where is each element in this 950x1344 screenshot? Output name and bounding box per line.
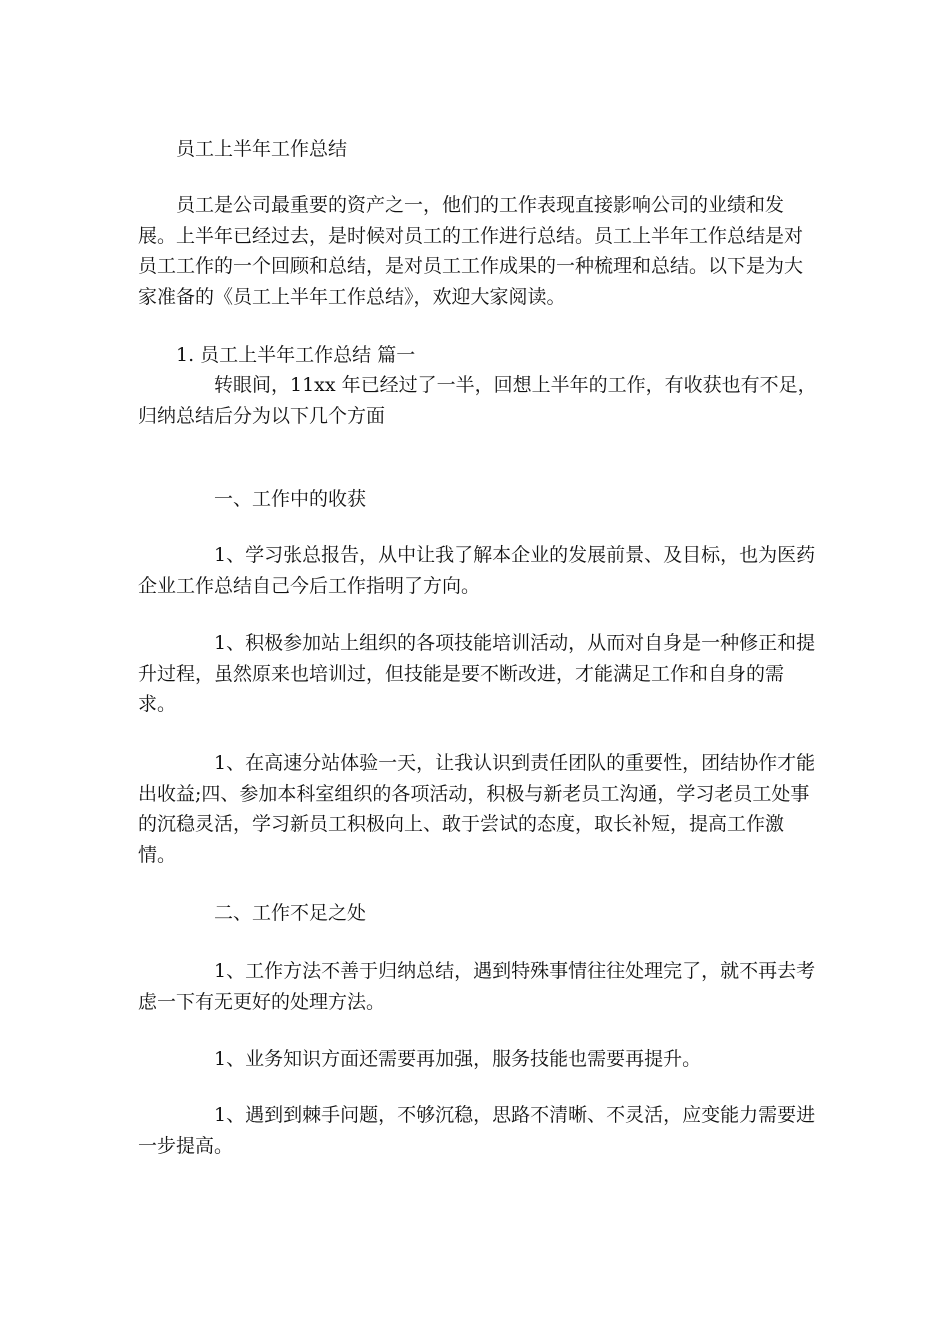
paragraph-2: 1、学习张总报告，从中让我了解本企业的发展前景、及目标，也为医药企业工作总结自己今后工作指明了方向。: [138, 544, 816, 597]
document-title: 员工上半年工作总结: [176, 138, 348, 160]
paragraph-6: 1、业务知识方面还需要再加强，服务技能也需要再提升。: [214, 1048, 702, 1070]
paragraph-5: 1、工作方法不善于归纳总结，遇到特殊事情往往处理完了，就不再去考虑一下有无更好的处理方法。: [138, 960, 816, 1013]
paragraph-4: 1、在高速分站体验一天，让我认识到责任团队的重要性，团结协作才能出收益;四、参加本科室组织的各项活动，积极与新老员工沟通，学习老员工处事的沉稳灵活，学习新员工积极向上、敢于尝试的态度，取长补短，提高工作激情。: [138, 752, 816, 866]
paragraph-3: 1、积极参加站上组织的各项技能培训活动，从而对自身是一种修正和提升过程，虽然原来也培训过，但技能是要不断改进，才能满足工作和自身的需求。: [138, 632, 816, 715]
section-title: 1. 员工上半年工作总结 篇一: [176, 344, 416, 366]
intro-paragraph: 员工是公司最重要的资产之一，他们的工作表现直接影响公司的业绩和发展。上半年已经过去，是时候对员工的工作进行总结。员工上半年工作总结是对员工工作的一个回顾和总结，是对员工工作成果的一种梳理和总结。以下是为大家准备的《员工上半年工作总结》，欢迎大家阅读。: [138, 194, 804, 308]
heading-gains: 一、工作中的收获: [214, 488, 367, 510]
paragraph-1: 转眼间，11xx 年已经过了一半，回想上半年的工作，有收获也有不足，归纳总结后分为以下几个方面: [138, 374, 817, 427]
heading-shortcomings: 二、工作不足之处: [214, 902, 367, 924]
paragraph-7: 1、遇到到棘手问题，不够沉稳，思路不清晰、不灵活，应变能力需要进一步提高。: [138, 1104, 816, 1157]
